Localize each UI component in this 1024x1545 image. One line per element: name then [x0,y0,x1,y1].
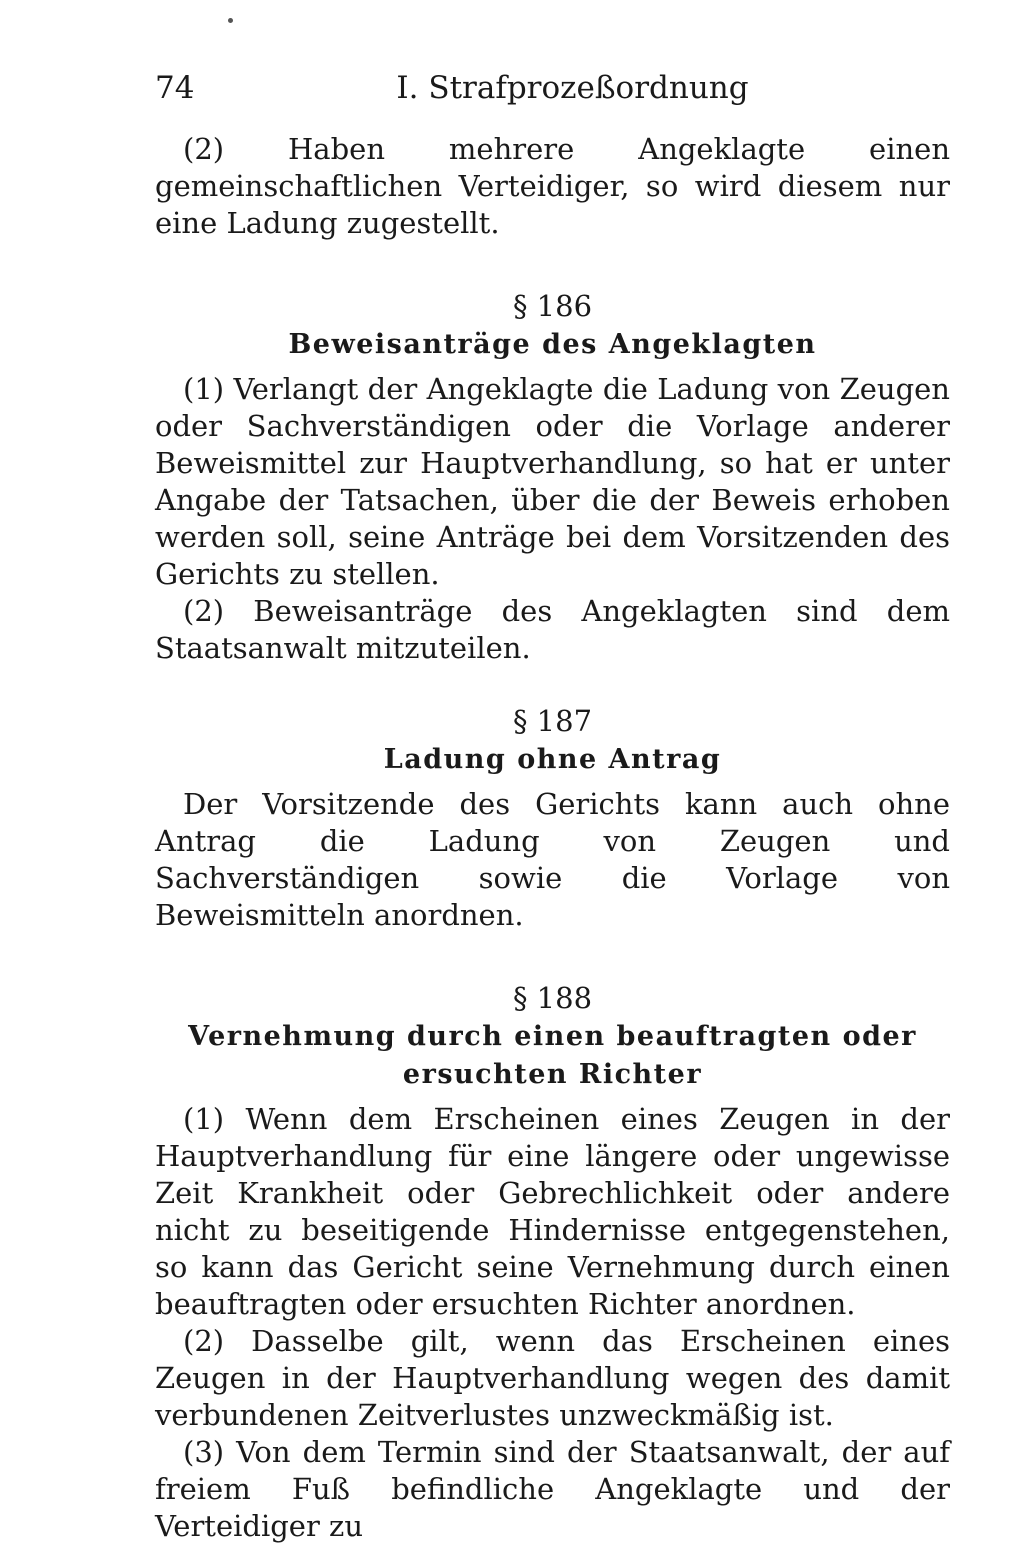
paragraph-188-2: (2) Dasselbe gilt, wenn das Erscheinen eines Zeugen in der Hauptverhandlung wegen des damit verbundenen Zeitverlustes unzweckmäßig ist. [155,1324,950,1432]
running-title: I. Strafprozeßordnung [396,70,749,106]
paragraph-187: Der Vorsitzende des Gerichts kann auch ohne Antrag die Ladung von Zeugen und Sachverständigen sowie die Vorlage von Beweismitteln anordnen. [155,787,950,932]
paragraph-188-3: (3) Von dem Termin sind der Staatsanwalt, der auf freiem Fuß befindliche Angeklagte und der Verteidiger zu [155,1435,950,1543]
section-187 [155,701,950,934]
page-body [155,131,950,1545]
section-number: § 186 [512,289,593,323]
section-number: § 187 [512,704,593,738]
page-header [155,68,950,112]
page-number: 74 [155,70,195,106]
section-186 [155,286,950,667]
paragraph-186-2: (2) Beweisanträge des Angeklagten sind dem Staatsanwalt mitzuteilen. [155,594,950,665]
paragraph-185-2: (2) Haben mehrere Angeklagte einen gemeinschaftlichen Verteidiger, so wird diesem nur eine Ladung zugestellt. [155,132,950,240]
section-number: § 188 [512,981,593,1015]
section-title: Vernehmung durch einen beauftragten oder ersuchten Richter [188,1021,917,1090]
paragraph-186-1: (1) Verlangt der Angeklagte die Ladung von Zeugen oder Sachverständigen oder die Vorlage anderer Beweismittel zur Hauptverhandlung, so hat er unter Angabe der Tatsachen, über die der Beweis erhoben werden soll, seine Anträge bei dem Vorsitzenden des Gerichts zu stellen. [155,372,950,591]
section-title: Beweisanträge des Angeklagten [288,329,817,360]
print-speck-dot [228,18,233,23]
section-title: Ladung ohne Antrag [383,744,722,775]
paragraph-188-1: (1) Wenn dem Erscheinen eines Zeugen in der Hauptverhandlung für eine längere oder ungewisse Zeit Krankheit oder Gebrechlichkeit oder andere nicht zu beseitigende Hindernisse entgegenstehen, so kann das Gericht seine Vernehmung durch einen beauftragten oder ersuchten Richter anordnen. [155,1102,950,1321]
section-188 [155,978,950,1545]
